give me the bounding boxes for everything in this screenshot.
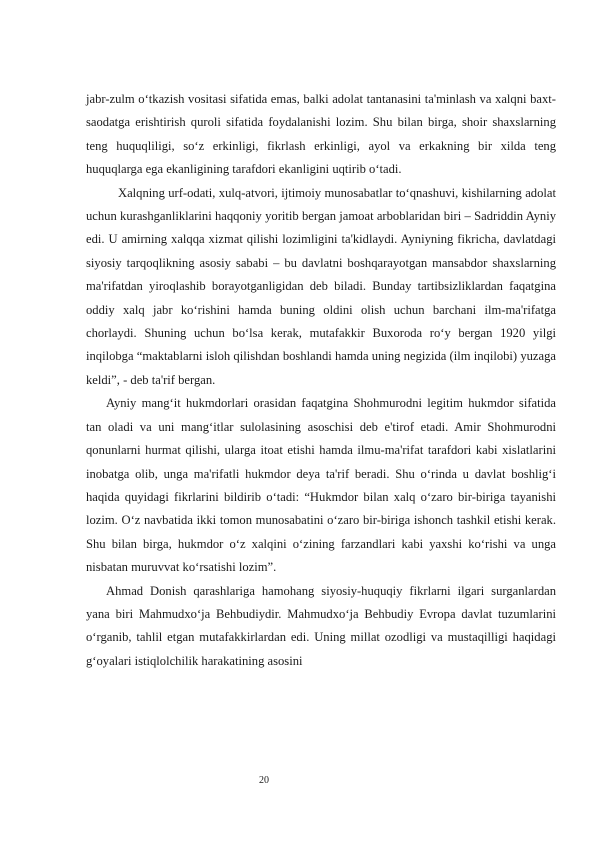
paragraph-3: Ayniy mangʻit hukmdorlari orasidan faqatgina Shohmurodni legitim hukmdor sifatida tan oladi va uni mangʻitlar sulolasining asoschisi deb e'tirof etadi. Amir Shohmurodni qonunlarni hurmat qilishi, ularga itoat etishi hamda ilmu-ma'rifat tarafdori kabi xislatlarini inobatga olib, unga ma'rifatli hukmdor deya ta'rif beradi. Shu oʻrinda u davlat boshligʻi haqida quyidagi fikrlarini bildirib oʻtadi: “Hukmdor bilan xalq oʻzaro bir-biriga tayanishi lozim. Oʻz navbatida ikki tomon munosabatini oʻzaro bir-biriga ishonch tashkil etishi kerak. Shu bilan birga, hukmdor oʻz xalqini oʻzining farzandlari kabi yaxshi koʻrishi va unga nisbatan muruvvat koʻrsatishi lozim”.: [86, 396, 556, 575]
paragraph-1: jabr-zulm oʻtkazish vositasi sifatida emas, balki adolat tantanasini ta'minlash va xalqni baxt-saodatga erishtirish quroli sifatida foydalanishi lozim. Shu bilan birga, shoir shaxslarning teng huquqliligi, soʻz erkinligi, fikrlash erkinligi, ayol va erkakning bir xilda teng huquqlarga ega ekanligining tarafdori ekanligini uqtirib oʻtadi.: [86, 92, 556, 177]
page-number: 20: [259, 775, 269, 786]
document-body: [86, 88, 556, 673]
paragraph-4: Ahmad Donish qarashlariga hamohang siyosiy-huquqiy fikrlarni ilgari surganlardan yana biri Mahmudxoʻja Behbudiydir. Mahmudxoʻja Behbudiy Evropa davlat tuzumlarini oʻrganib, tahlil etgan mutafakkirlardan edi. Uning millat ozodligi va mustaqilligi haqidagi gʻoyalari istiqlolchilik harakatining asosini: [86, 583, 556, 668]
paragraph-2: Xalqning urf-odati, xulq-atvori, ijtimoiy munosabatlar toʻqnashuvi, kishilarning adolat uchun kurashganliklarini haqqoniy yoritib bergan jamoat arboblaridan biri – Sadriddin Ayniy edi. U amirning xalqqa xizmat qilishi lozimligini ta'kidlaydi. Ayniyning fikricha, davlatdagi siyosiy tarqoqlikning asosiy sababi – bu davlatni boshqarayotgan mansabdor shaxslarning ma'rifatdan yiroqlashib borayotganligidan deb biladi. Bunday tartibsizliklardan faqatgina oddiy xalq jabr koʻrishini hamda buning oldini olish uchun barchani ilm-ma'rifatga chorlaydi. Shuning uchun boʻlsa kerak, mutafakkir Buxoroda roʻy bergan 1920 yilgi inqilobga “maktablarni isloh qilishdan boshlandi hamda uning negizida (ilm inqilobi) yuzaga keldi”, - deb ta'rif bergan.: [86, 185, 556, 387]
